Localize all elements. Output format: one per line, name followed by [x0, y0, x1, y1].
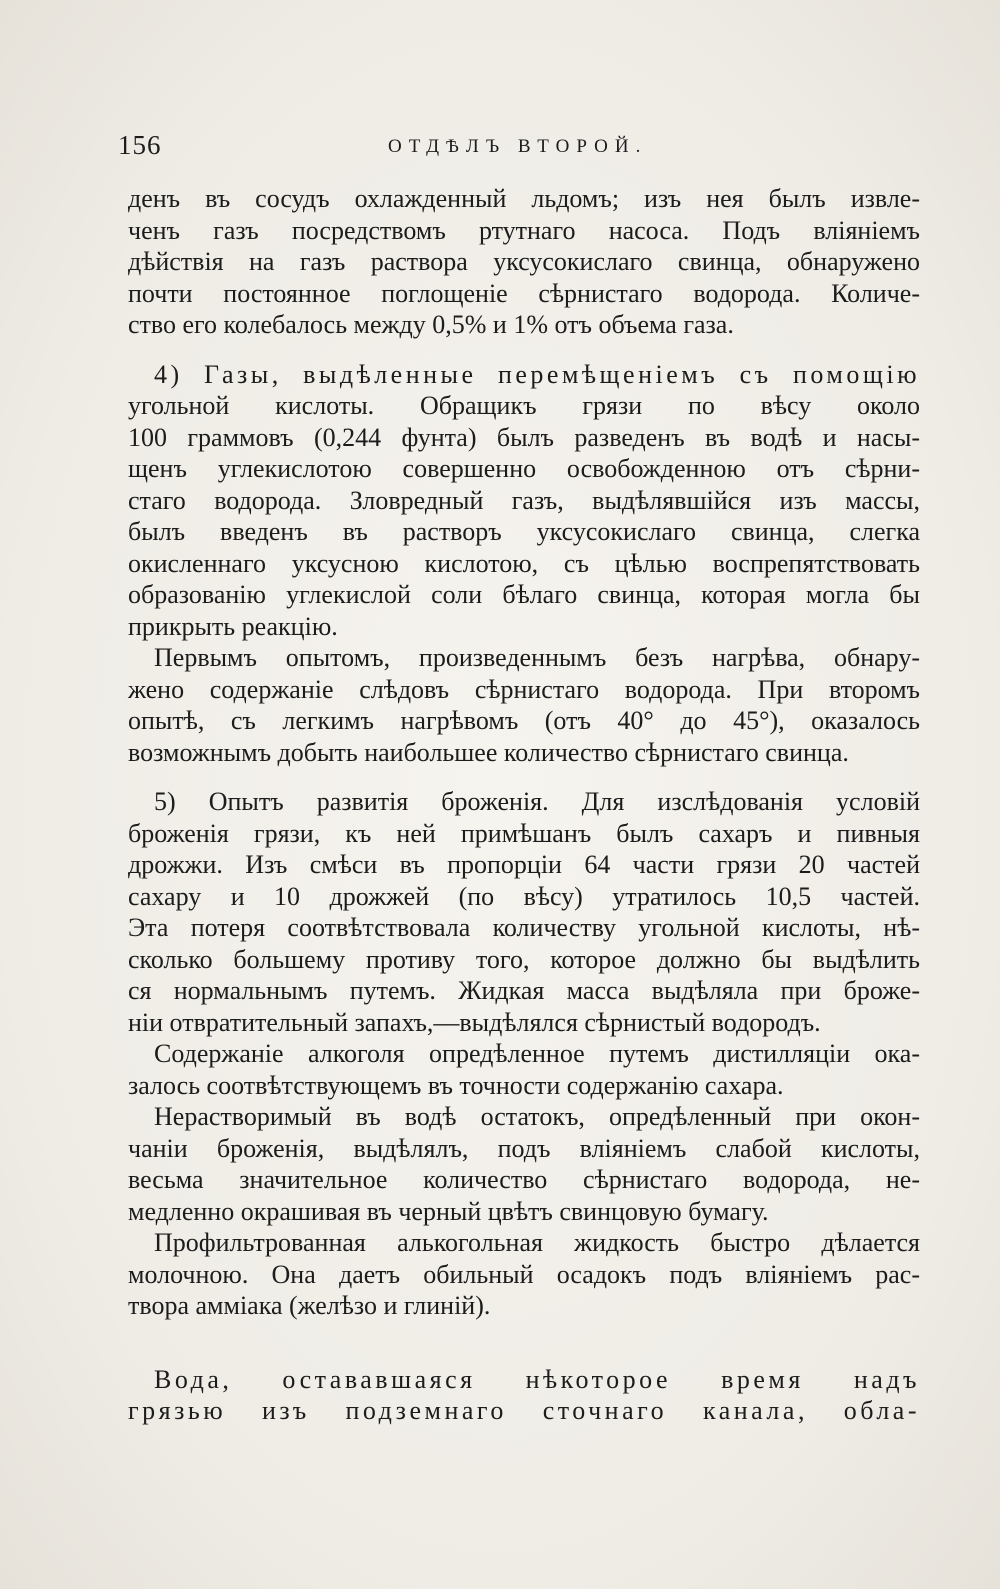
text-line: сахару и 10 дрожжей (по вѣсу) утратилось 10,5 частей.: [128, 881, 920, 911]
paragraph-gap: [128, 1322, 920, 1364]
text-line: Эта потеря соотвѣтствовала количеству угольной кислоты, нѣ-: [128, 913, 920, 942]
text-line: прикрыть реакцію.: [128, 611, 338, 641]
text-line: Нерастворимый въ водѣ остатокъ, опредѣленный при окон-: [154, 1102, 920, 1131]
text-line: денъ въ сосудъ охлажденный льдомъ; изъ нея былъ извле-: [128, 184, 920, 213]
running-head: ОТДѢЛЪ ВТОРОЙ.: [388, 136, 648, 157]
text-line: щенъ углекислотою совершенно освобожденною отъ сѣрни-: [128, 454, 920, 483]
text-line: окисленнаго уксусною кислотою, съ цѣлью воспрепятствовать: [128, 548, 920, 578]
text-line: медленно окрашивая въ черный цвѣтъ свинцовую бумагу.: [128, 1196, 769, 1226]
text-line: 100 граммовъ (0,244 фунта) былъ разведенъ въ водѣ и насы-: [128, 422, 920, 452]
body-text: [128, 183, 920, 1427]
text-line: жено содержаніе слѣдовъ сѣрнистаго водорода. При второмъ: [128, 674, 920, 704]
text-line: ся нормальнымъ путемъ. Жидкая масса выдѣляла при броже-: [128, 976, 920, 1005]
text-line: броженія грязи, къ ней примѣшанъ былъ сахаръ и пивныя: [128, 818, 920, 848]
text-line: былъ введенъ въ растворъ уксусокислаго свинца, слегка: [128, 517, 920, 546]
section-heading-5: 5) Опытъ развитія броженія. Для изслѣдованія условій: [154, 787, 920, 816]
text-line: дрожжи. Изъ смѣси въ пропорціи 64 части грязи 20 частей: [128, 850, 920, 879]
text-line: весьма значительное количество сѣрнистаго водорода, не-: [128, 1165, 920, 1194]
text-line: стаго водорода. Зловредный газъ, выдѣлявшійся изъ массы,: [128, 485, 920, 515]
text-line: ніи отвратительный запахъ,—выдѣлялся сѣрнистый водородъ.: [128, 1007, 821, 1037]
text-line: возможнымъ добыть наибольшее количество сѣрнистаго свинца.: [128, 737, 849, 767]
text-line: опытѣ, съ легкимъ нагрѣвомъ (отъ 40° до 45°), оказалось: [128, 706, 920, 735]
text-line: залось соотвѣтствующемъ въ точности содержанію сахара.: [128, 1070, 784, 1100]
page-header: [118, 130, 928, 166]
text-line: ченъ газъ посредствомъ ртутнаго насоса. Подъ вліяніемъ: [128, 215, 920, 245]
paragraph-gap: [128, 768, 920, 786]
text-line: почти постоянное поглощеніе сѣрнистаго водорода. Количе-: [128, 278, 920, 308]
text-line: твора амміака (желѣзо и глиній).: [128, 1291, 491, 1320]
text-line: сколько большему противу того, которое должно бы выдѣлить: [128, 944, 920, 974]
text-line: Профильтрованная алькогольная жидкость быстро дѣлается: [154, 1228, 920, 1257]
text-line: Вода, остававшаяся нѣкоторое время надъ: [154, 1364, 920, 1394]
text-line: ство его колебалось между 0,5% и 1% отъ объема газа.: [128, 310, 734, 339]
text-line: угольной кислоты. Обращикъ грязи по вѣсу около: [128, 391, 920, 420]
paragraph-gap: [128, 341, 920, 359]
section-heading-4: 4) Газы, выдѣленные перемѣщеніемъ съ помощію: [154, 359, 920, 389]
text-line: дѣйствія на газъ раствора уксусокислаго свинца, обнаружено: [128, 247, 920, 276]
text-line: молочною. Она даетъ обильный осадокъ подъ вліяніемъ рас-: [128, 1259, 920, 1289]
text-line: образованію углекислой соли бѣлаго свинца, которая могла бы: [128, 580, 920, 609]
text-line: чаніи броженія, выдѣлялъ, подъ вліяніемъ слабой кислоты,: [128, 1133, 920, 1163]
page-number: 156: [118, 130, 162, 160]
text-line: Первымъ опытомъ, произведеннымъ безъ нагрѣва, обнару-: [154, 643, 920, 672]
text-line: Содержаніе алкоголя опредѣленное путемъ дистилляціи ока-: [154, 1039, 920, 1068]
text-line: грязью изъ подземнаго сточнаго канала, обла-: [128, 1396, 920, 1425]
